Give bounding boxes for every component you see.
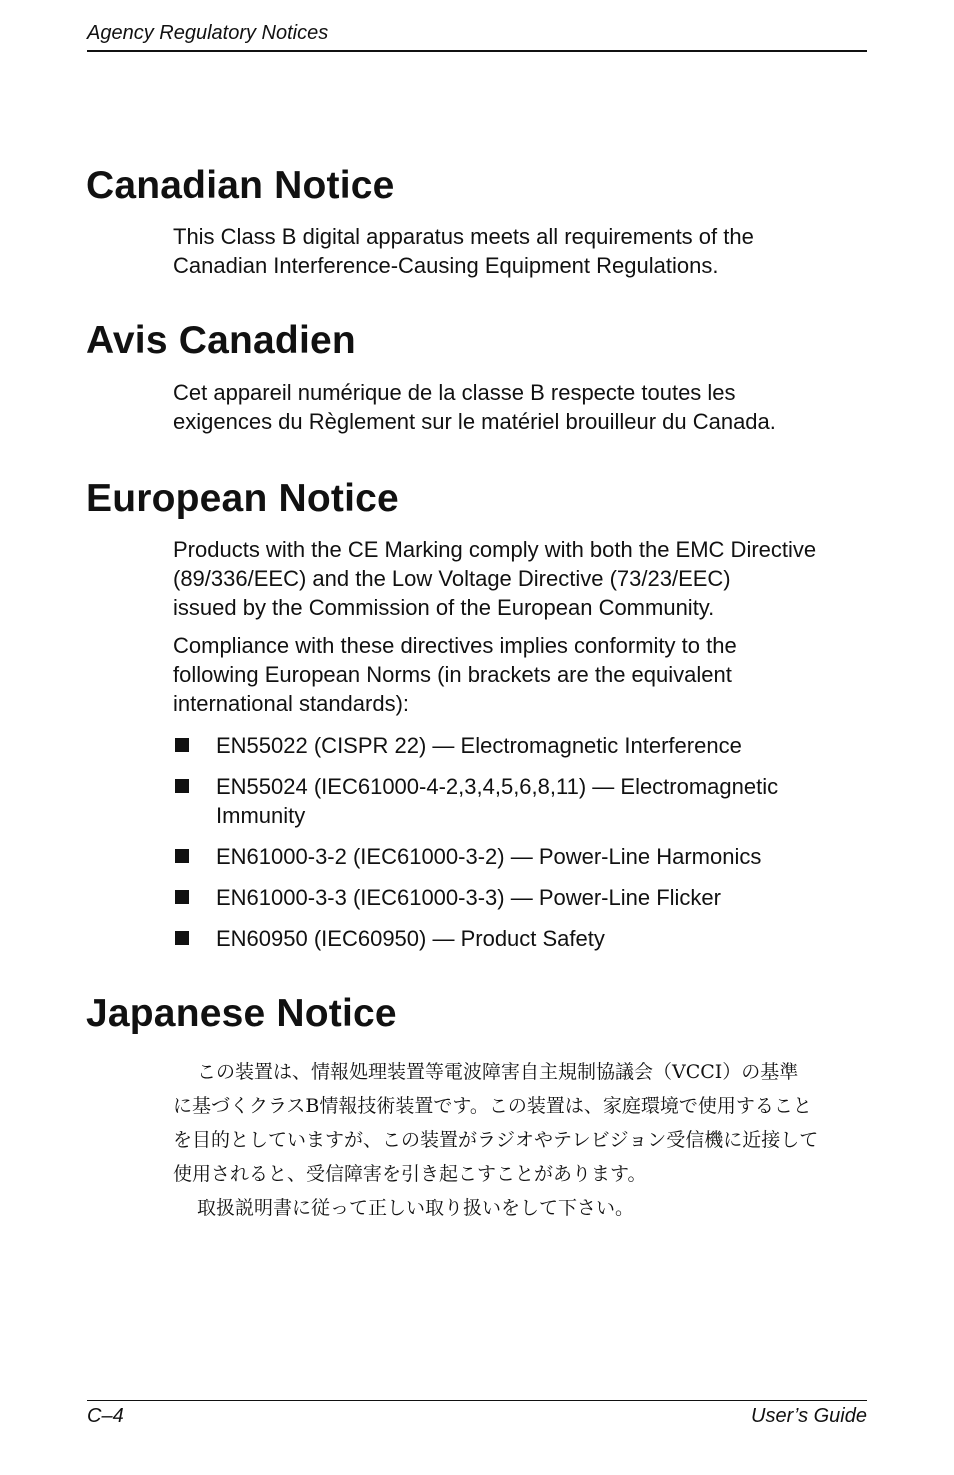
japanese-line: に基づくクラスB情報技術装置です。この装置は、家庭環境で使用すること [173, 1095, 812, 1117]
paragraph-line: This Class B digital apparatus meets all requirements of the [173, 224, 754, 249]
japanese-line: この装置は、情報処理装置等電波障害自主規制協議会（VCCI）の基準 [197, 1061, 799, 1083]
guide-title: User’s Guide [751, 1405, 867, 1427]
paragraph-line: following European Norms (in brackets are the equivalent [173, 662, 732, 687]
heading-japanese-notice: Japanese Notice [86, 992, 397, 1035]
page-number: C–4 [87, 1405, 124, 1427]
paragraph-line: (89/336/EEC) and the Low Voltage Directive (73/23/EEC) [173, 566, 731, 591]
heading-canadian-notice: Canadian Notice [86, 164, 395, 207]
square-bullet-icon [175, 738, 189, 752]
paragraph-line: Compliance with these directives implies conformity to the [173, 633, 737, 658]
list-item [173, 772, 873, 830]
heading-european-notice: European Notice [86, 477, 399, 520]
list-item [173, 924, 873, 953]
list-item-text: EN60950 (IEC60950) — Product Safety [216, 926, 605, 951]
list-item-text: EN61000-3-2 (IEC61000-3-2) — Power-Line Harmonics [216, 844, 762, 869]
canadian-notice-paragraph [173, 222, 873, 280]
paragraph-line: issued by the Commission of the European Community. [173, 595, 715, 620]
paragraph-line: Cet appareil numérique de la classe B respecte toutes les [173, 380, 736, 405]
list-item-text: EN61000-3-3 (IEC61000-3-3) — Power-Line Flicker [216, 885, 721, 910]
japanese-line: 使用されると、受信障害を引き起こすことがあります。 [173, 1163, 647, 1185]
square-bullet-icon [175, 931, 189, 945]
running-header: Agency Regulatory Notices [87, 22, 329, 44]
list-item [173, 842, 873, 871]
european-notice-paragraph-1 [173, 535, 873, 622]
japanese-line: 取扱説明書に従って正しい取り扱いをして下さい。 [197, 1197, 635, 1219]
european-notice-paragraph-2 [173, 631, 873, 718]
japanese-line: を目的としていますが、この装置がラジオやテレビジョン受信機に近接して [173, 1129, 819, 1151]
header-rule [87, 50, 867, 52]
square-bullet-icon [175, 779, 189, 793]
square-bullet-icon [175, 890, 189, 904]
footer-rule [87, 1400, 867, 1401]
japanese-notice-text [173, 1055, 863, 1225]
paragraph-line: Canadian Interference-Causing Equipment Regulations. [173, 253, 719, 278]
paragraph-line: Products with the CE Marking comply with both the EMC Directive [173, 537, 817, 562]
heading-avis-canadien: Avis Canadien [86, 319, 356, 362]
square-bullet-icon [175, 849, 189, 863]
paragraph-line: international standards): [173, 691, 410, 716]
paragraph-line: exigences du Règlement sur le matériel brouilleur du Canada. [173, 409, 776, 434]
list-item-text: EN55024 (IEC61000-4-2,3,4,5,6,8,11) — Electromagnetic Immunity [216, 774, 779, 828]
list-item-text: EN55022 (CISPR 22) — Electromagnetic Interference [216, 733, 742, 758]
list-item [173, 731, 873, 760]
european-norms-list [173, 731, 873, 965]
list-item [173, 883, 873, 912]
avis-canadien-paragraph [173, 378, 873, 436]
